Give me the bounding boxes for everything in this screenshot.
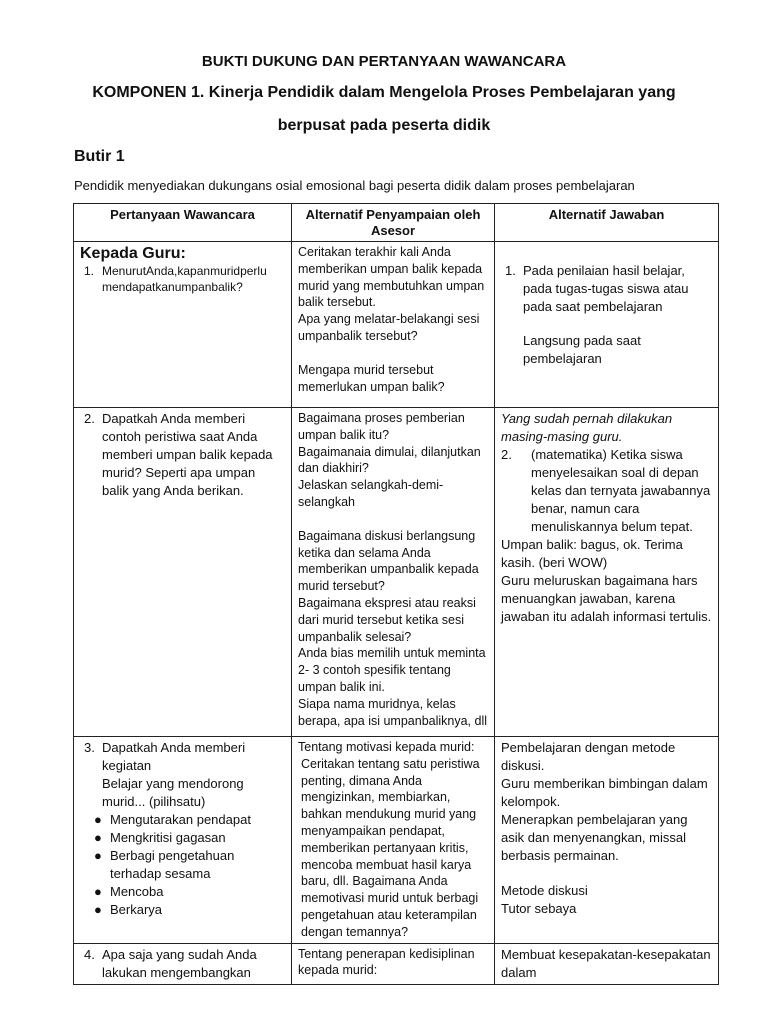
question-text: Belajar yang mendorong murid... (pilihsatu): [102, 776, 244, 809]
component-title: KOMPONEN 1. Kinerja Pendidik dalam Mengelola Proses Pembelajaran yang: [92, 84, 676, 101]
section-heading: Butir 1: [74, 148, 125, 165]
assessor-prompt: Bagaimana diskusi berlangsung ketika dan selama Anda memberikan umpanbalik kepada murid tersebut?: [298, 528, 479, 594]
answer-text: Umpan balik: bagus, ok. Terima kasih. (beri WOW): [501, 537, 683, 570]
bullet-text: Mengkritisi gagasan: [110, 830, 226, 845]
question-cell: [74, 943, 292, 984]
question-cell: [74, 737, 292, 944]
assessor-prompt: Ceritakan tentang satu peristiwa penting, dimana Anda mengizinkan, membiarkan, bahkan mendukung murid yang menyampaikan pendapat, memberikan pertanyaan kritis, mencoba membuat hasil karya baru, dll. Bagaimana Anda memotivasi murid untuk berbagi pengetahuan atau keterampilan dengan temannya?: [301, 756, 480, 939]
assessor-prompt: Siapa nama muridnya, kelas berapa, apa isi umpanbaliknya, dll: [298, 696, 488, 728]
assessor-cell: [292, 943, 495, 984]
question-item: [80, 946, 285, 982]
list-item: [80, 847, 285, 883]
question-text: MenurutAnda,kapanmuridperlu mendapatkanumpanbalik?: [102, 264, 267, 294]
answer-number: 1.: [505, 263, 516, 278]
answer-text: Tutor sebaya: [501, 901, 577, 916]
bullet-icon: ●: [94, 830, 102, 845]
assessor-prompt: Apa yang melatar-belakangi sesi umpanbalik tersebut?: [298, 312, 480, 343]
answer-text: Metode diskusi: [501, 883, 588, 898]
question-text: Dapatkah Anda memberi kegiatan: [102, 740, 246, 773]
answer-cell: [495, 737, 719, 944]
bullet-icon: ●: [94, 812, 102, 827]
question-text: Apa saja yang sudah Anda lakukan mengembangkan: [102, 946, 257, 980]
assessor-prompt: Jelaskan selangkah-demi-selangkah: [298, 478, 444, 509]
bullet-icon: ●: [94, 902, 102, 917]
question-cell: [74, 408, 292, 737]
answer-text: Langsung pada saat pembelajaran: [523, 333, 641, 366]
header-question: Pertanyaan Wawancara: [74, 204, 292, 242]
answer-number: 2.: [501, 447, 512, 462]
assessor-cell: [292, 737, 495, 944]
answer-text: Membuat kesepakatan-kesepakatan dalam: [501, 946, 711, 980]
assessor-cell: [292, 408, 495, 737]
assessor-prompt: Tentang motivasi kepada murid:: [298, 740, 475, 754]
question-item: [80, 739, 285, 811]
assessor-prompt: Tentang penerapan kedisiplinan kepada murid:: [298, 946, 475, 978]
bullet-icon: ●: [94, 848, 102, 863]
interview-table: [73, 203, 719, 985]
bullet-text: Berkarya: [110, 902, 163, 917]
document-title: BUKTI DUKUNG DAN PERTANYAAN WAWANCARA: [201, 53, 567, 70]
assessor-cell: [292, 242, 495, 408]
table-row: [74, 737, 719, 944]
assessor-prompt: Mengapa murid tersebut memerlukan umpan balik?: [298, 362, 445, 394]
assessor-prompt: Bagaimana ekspresi atau reaksi dari murid tersebut ketika sesi umpanbalik selesai?: [298, 595, 476, 644]
question-cell: [74, 242, 292, 408]
bullet-text: Mengutarakan pendapat: [110, 812, 251, 827]
table-row: [74, 242, 719, 408]
table-row: [74, 408, 719, 737]
list-item: [80, 811, 285, 829]
answer-text: Guru meluruskan bagaimana hars menuangkan jawaban, karena jawaban itu adalah informasi tertulis.: [501, 573, 712, 624]
question-number: 2.: [84, 411, 95, 426]
answer-item: [501, 262, 712, 368]
question-text: Dapatkah Anda memberi contoh peristiwa saat Anda memberi umpan balik kepada murid? Seperti apa umpan balik yang Anda berikan.: [102, 411, 273, 498]
answer-cell: [495, 242, 719, 408]
assessor-prompt: Bagaimanaia dimulai, dilanjutkan dan diakhiri?: [298, 444, 481, 476]
question-number: 1.: [84, 264, 95, 278]
answer-text: Guru memberikan bimbingan dalam kelompok.: [501, 776, 708, 809]
assessor-prompt: Anda bias memilih untuk meminta 2- 3 contoh spesifik tentang umpan balik ini.: [298, 646, 486, 694]
bullet-icon: ●: [94, 884, 102, 899]
bullet-text: Mencoba: [110, 884, 164, 899]
assessor-prompt: Bagaimana proses pemberian umpan balik itu?: [298, 411, 465, 442]
answer-item: [501, 446, 712, 536]
teacher-heading: Kepada Guru:: [80, 245, 186, 262]
answer-cell: [495, 408, 719, 737]
answer-cell: [495, 943, 719, 984]
list-item: [80, 829, 285, 847]
answer-text: (matematika) Ketika siswa menyelesaikan soal di depan kelas dan ternyata jawabannya benar, namun cara menuliskannya belum tepat.: [531, 447, 711, 534]
table-header-row: [74, 204, 719, 242]
component-title-continued: berpusat pada peserta didik: [277, 117, 491, 134]
assessor-prompt: Ceritakan terakhir kali Anda memberikan umpan balik kepada murid yang membutuhkan umpan balik tersebut.: [298, 245, 485, 310]
answer-text: Pada penilaian hasil belajar, pada tugas-tugas siswa atau pada saat pembelajaran: [523, 263, 689, 314]
answer-note: Yang sudah pernah dilakukan masing-masing guru.: [501, 411, 673, 444]
answer-text: Menerapkan pembelajaran yang asik dan menyenangkan, missal berbasis permainan.: [501, 812, 688, 863]
header-answer: Alternatif Jawaban: [495, 204, 719, 242]
answer-text: Pembelajaran dengan metode diskusi.: [501, 740, 676, 773]
table-row: [74, 943, 719, 984]
question-number: 4.: [84, 946, 95, 962]
header-assessor: Alternatif Penyampaian oleh Asesor: [292, 204, 495, 242]
question-number: 3.: [84, 740, 95, 755]
list-item: [80, 901, 285, 919]
intro-text: Pendidik menyediakan dukungans osial emosional bagi peserta didik dalam proses pembelajaran: [74, 178, 635, 193]
question-item: [80, 263, 285, 295]
bullet-text: Berbagi pengetahuan terhadap sesama: [110, 848, 235, 881]
list-item: [80, 883, 285, 901]
question-item: [80, 410, 285, 500]
